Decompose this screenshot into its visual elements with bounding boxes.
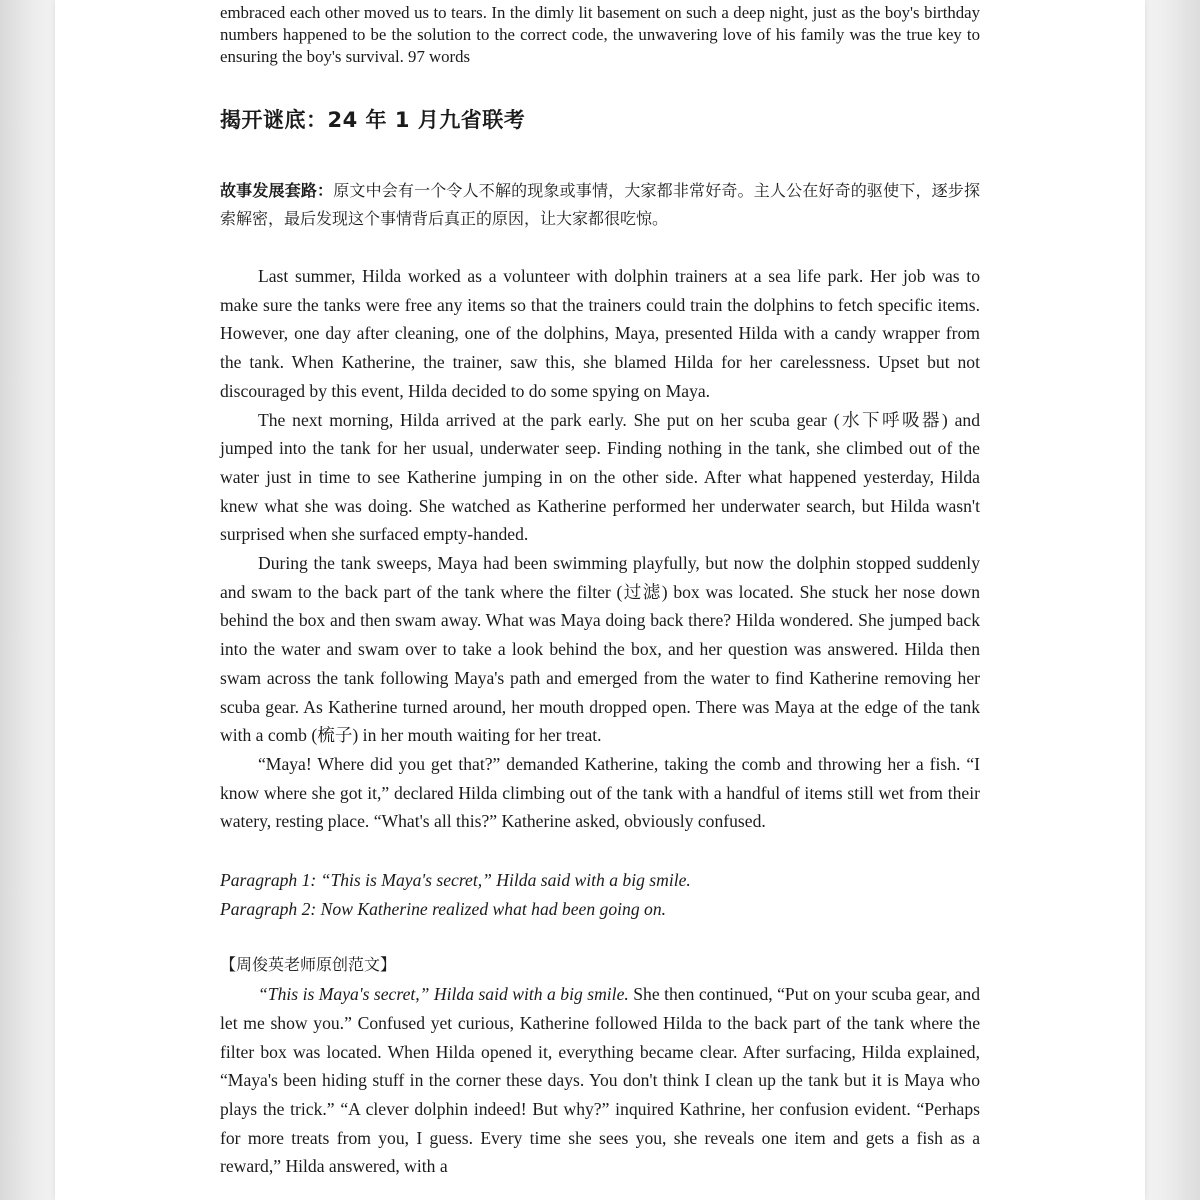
story-paragraph: During the tank sweeps, Maya had been swimming playfully, but now the dolphin stopped suddenly and swam to the back part of the tank where the filter (过滤) box was located. She stuck her nose down behind the box and then swam away. What was Maya doing back there? Hilda wondered. She jumped back into the water and swam over to take a look behind the box, and her question was answered. Hilda then swam across the tank following Maya's path and emerged from the water to find Katherine removing her scuba gear. As Katherine turned around, her mouth dropped open. There was Maya at the edge of the tank with a comb (梳子) in her mouth waiting for her treat. (220, 553, 980, 746)
story-pattern-label: 故事发展套路： (220, 181, 334, 200)
story-pattern-intro (220, 177, 980, 233)
page-content (220, 0, 980, 1181)
story-paragraph: Last summer, Hilda worked as a volunteer with dolphin trainers at a sea life park. Her job was to make sure the tanks were free any items so that the trainers could train the dolphins to fetch specific items. However, one day after cleaning, one of the dolphins, Maya, presented Hilda with a candy wrapper from the tank. When Katherine, the trainer, saw this, she blamed Hilda for her carelessness. Upset but not discouraged by this event, Hilda decided to do some spying on Maya. (220, 266, 980, 401)
paragraph-prompt: Paragraph 1: “This is Maya's secret,” Hilda said with a big smile. (220, 870, 691, 891)
previous-essay-ending: embraced each other moved us to tears. In the dimly lit basement on such a deep night, just as the boy's birthday numbers happened to be the solution to the correct code, the unwavering love of his family was the true key to ensuring the boy's survival. 97 words (220, 3, 980, 66)
right-gutter (1145, 0, 1200, 1200)
left-gutter (0, 0, 55, 1200)
model-essay-title: 【周俊英老师原创范文】 (220, 955, 397, 975)
paragraph-prompts (220, 866, 980, 923)
story-pattern-text: 原文中会有一个令人不解的现象或事情，大家都非常好奇。主人公在好奇的驱使下，逐步探索解密，最后发现这个事情背后真正的原因，让大家都很吃惊。 (220, 181, 980, 228)
story-paragraph: “Maya! Where did you get that?” demanded Katherine, taking the comb and throwing her a fish. “I know where she got it,” declared Hilda climbing out of the tank with a handful of items still wet from their watery, resting place. “What's all this?” Katherine asked, obviously confused. (220, 753, 980, 832)
model-opening-sentence: “This is Maya's secret,” Hilda said with a big smile. (258, 984, 629, 1005)
paragraph-prompt: Paragraph 2: Now Katherine realized what had been going on. (220, 898, 667, 919)
model-body-text: She then continued, “Put on your scuba gear, and let me show you.” Confused yet curious, Katherine followed Hilda to the back part of the tank where the filter box was located. When Hilda opened it, everything became clear. After surfacing, Hilda explained, “Maya's been hiding stuff in the corner these days. You don't think I clean up the tank but it is Maya who plays the trick.” “A clever dolphin indeed! But why?” inquired Kathrine, her confusion evident. “Perhaps for more treats from you, I guess. Every time she sees you, she reveals one item and gets a fish as a reward,” Hilda answered, with a (220, 984, 980, 1177)
story-paragraph: The next morning, Hilda arrived at the park early. She put on her scuba gear (水下呼吸器) and jumped into the tank for her usual, underwater seep. Finding nothing in the tank, she climbed out of the water just in time to see Katherine jumping in on the other side. After what happened yesterday, Hilda knew what she was doing. She watched as Katherine performed her underwater search, but Hilda wasn't surprised when she surfaced empty-handed. (220, 409, 980, 545)
section-heading: 揭开谜底：24 年 1 月九省联考 (220, 108, 526, 132)
story-text (220, 262, 980, 836)
model-essay (220, 980, 980, 1181)
model-paragraph (220, 980, 980, 1181)
document-page[interactable] (55, 0, 1145, 1200)
